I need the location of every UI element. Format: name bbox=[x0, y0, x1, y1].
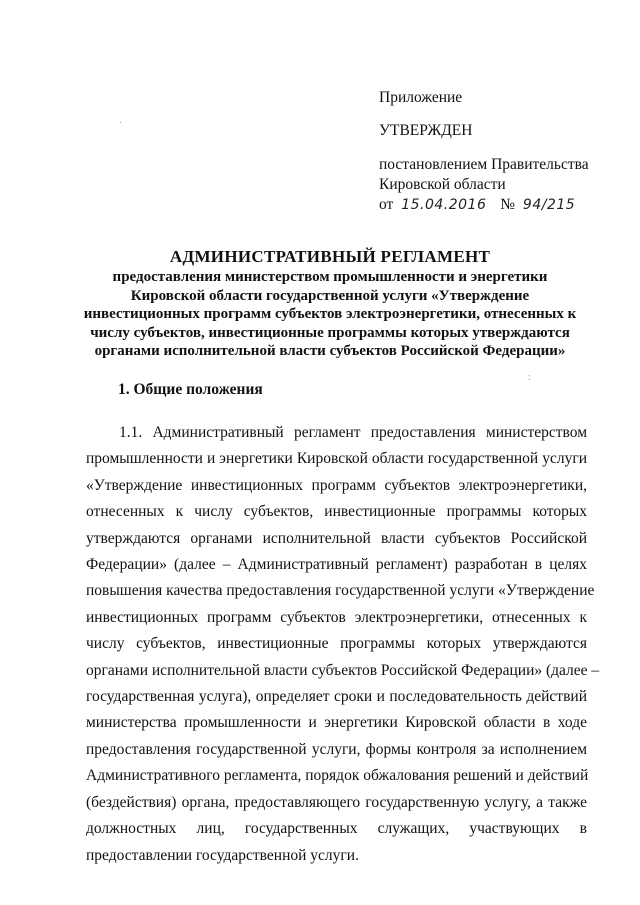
paragraph-line: Федерации» (далее – Административный регламент) разработан в целях bbox=[86, 556, 587, 574]
paragraph-line: должностных лиц, государственных служащих, участвующих в bbox=[86, 820, 587, 838]
paragraph-line: 1.1. Административный регламент предоставления министерством bbox=[119, 424, 587, 441]
section-heading: 1. Общие положения bbox=[118, 381, 263, 398]
paragraph-line: Административного регламента, порядок обжалования решений и действий bbox=[86, 767, 589, 785]
number-sign: № bbox=[500, 196, 516, 213]
handwritten-number: 94/215 bbox=[522, 197, 576, 213]
paragraph-line: органами исполнительной власти субъектов Российской Федерации» (далее – bbox=[86, 661, 600, 679]
title-line: Кировской области государственной услуги «Утверждение bbox=[130, 287, 530, 304]
appendix-label: Приложение bbox=[379, 89, 463, 106]
handwritten-date: 15.04.2016 bbox=[401, 197, 487, 213]
title-line: предоставления министерством промышленности и энергетики bbox=[112, 269, 548, 285]
decree-date-number-line bbox=[379, 195, 589, 215]
approved-label: УТВЕРЖДЕН bbox=[379, 122, 473, 139]
paragraph-line: промышленности и энергетики Кировской области государственной услуги bbox=[86, 450, 587, 468]
approval-stamp-block bbox=[379, 88, 589, 215]
paragraph-line: государственная услуга), определяет сроки и последовательность действий bbox=[86, 688, 587, 706]
title-line: инвестиционных программ субъектов электроэнергетики, отнесенных к bbox=[83, 306, 577, 322]
paragraph-line: отнесенных к числу субъектов, инвестиционные программы которых bbox=[86, 503, 587, 521]
paragraph-line: повышения качества предоставления государственной услуги «Утверждение bbox=[86, 582, 595, 600]
paragraph-line: (бездействия) органа, предоставляющего государственную услугу, а также bbox=[86, 793, 587, 811]
paragraph-1-1 bbox=[86, 420, 600, 869]
paragraph-line: предоставлении государственной услуги. bbox=[86, 846, 359, 864]
paragraph-line: предоставления государственной услуги, формы контроля за исполнением bbox=[86, 740, 587, 758]
title-line: органами исполнительной власти субъектов Российской Федерации» bbox=[94, 343, 566, 359]
scan-speck: : bbox=[528, 372, 531, 383]
document-title-block bbox=[70, 246, 590, 361]
scan-speck: · bbox=[119, 118, 123, 129]
decree-line-1: постановлением Правительства bbox=[379, 156, 589, 173]
document-title: АДМИНИСТРАТИВНЫЙ РЕГЛАМЕНТ bbox=[169, 247, 491, 266]
paragraph-line: «Утверждение инвестиционных программ субъектов электроэнергетики, bbox=[86, 476, 587, 494]
paragraph-line: утверждаются органами исполнительной власти субъектов Российской bbox=[86, 529, 587, 547]
title-line: числу субъектов, инвестиционные программы которых утверждаются bbox=[90, 324, 570, 341]
decree-line-2: Кировской области bbox=[379, 176, 506, 193]
paragraph-line: министерства промышленности и энергетики Кировской области в ходе bbox=[86, 714, 587, 732]
paragraph-line: числу субъектов, инвестиционные программы которых утверждаются bbox=[86, 635, 587, 653]
paragraph-line: инвестиционных программ субъектов электроэнергетики, отнесенных к bbox=[86, 608, 587, 626]
date-prefix: от bbox=[379, 196, 394, 213]
